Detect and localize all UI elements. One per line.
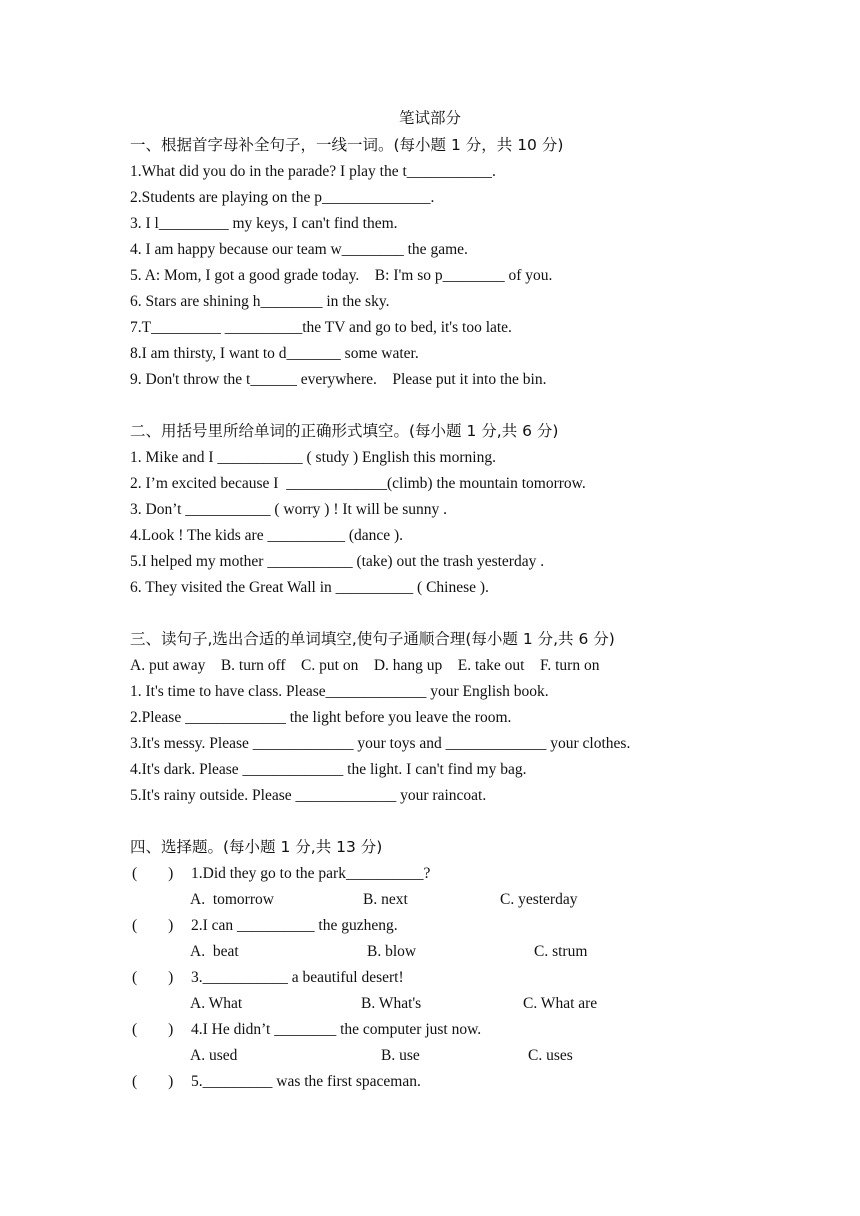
section2-item-1: 1. Mike and I ___________ ( study ) English this morning. [130,449,496,466]
question-stem: 5._________ was the first spaceman. [191,1073,421,1090]
section2-heading: 二、用括号里所给单词的正确形式填空。(每小题 1 分,共 6 分) [130,422,559,440]
option-b: B. blow [367,943,417,960]
section1-item-6: 6. Stars are shining h________ in the sky. [130,293,390,310]
section2-item-4: 4.Look ! The kids are __________ (dance ). [130,527,404,544]
question-stem: 3.___________ a beautiful desert! [191,969,404,986]
option-a: A. tomorrow [190,891,274,908]
question-stem: 2.I can __________ the guzheng. [191,917,398,934]
section1-item-8: 8.I am thirsty, I want to d_______ some water. [130,345,419,362]
option-c: C. What are [523,995,598,1012]
section1-item-9: 9. Don't throw the t______ everywhere. Please put it into the bin. [130,371,547,388]
answer-bracket[interactable]: ( ) [132,1021,174,1038]
section2-item-2: 2. I’m excited because I _____________(climb) the mountain tomorrow. [130,475,586,492]
section2-item-3: 3. Don’t ___________ ( worry ) ! It will be sunny . [130,501,448,518]
option-b: B. What's [361,995,422,1012]
option-a: A. What [190,995,243,1012]
option-c: C. uses [528,1047,573,1064]
question-stem: 4.I He didn’t ________ the computer just now. [191,1021,482,1038]
section4-heading: 四、选择题。(每小题 1 分,共 13 分) [130,838,383,856]
section3-item-3: 3.It's messy. Please _____________ your toys and _____________ your clothes. [130,735,631,752]
answer-bracket[interactable]: ( ) [132,969,174,986]
answer-bracket[interactable]: ( ) [132,1073,174,1090]
section3-item-5: 5.It's rainy outside. Please _____________ your raincoat. [130,787,487,804]
section3-options: A. put away B. turn off C. put on D. hang up E. take out F. turn on [130,657,600,674]
answer-bracket[interactable]: ( ) [132,917,174,934]
option-a: A. used [190,1047,238,1064]
section1-item-5: 5. A: Mom, I got a good grade today. B: I'm so p________ of you. [130,267,553,284]
answer-bracket[interactable]: ( ) [132,865,174,882]
section1-item-2: 2.Students are playing on the p______________. [130,189,435,206]
option-c: C. yesterday [500,891,578,908]
section1-item-7: 7.T_________ __________the TV and go to bed, it's too late. [130,319,512,336]
section1-item-4: 4. I am happy because our team w________ the game. [130,241,468,258]
section3-item-2: 2.Please _____________ the light before you leave the room. [130,709,512,726]
section1-item-3: 3. I l_________ my keys, I can't find them. [130,215,398,232]
option-a: A. beat [190,943,239,960]
section2-item-6: 6. They visited the Great Wall in __________ ( Chinese ). [130,579,489,596]
option-b: B. next [363,891,408,908]
section1-item-1: 1.What did you do in the parade? I play the t___________. [130,163,496,180]
question-stem: 1.Did they go to the park__________? [191,865,431,882]
section2-item-5: 5.I helped my mother ___________ (take) out the trash yesterday . [130,553,545,570]
section3-item-1: 1. It's time to have class. Please_____________ your English book. [130,683,549,700]
option-c: C. strum [534,943,588,960]
page-title: 笔试部分 [398,109,461,127]
option-b: B. use [381,1047,420,1064]
section3-item-4: 4.It's dark. Please _____________ the light. I can't find my bag. [130,761,527,778]
section3-heading: 三、读句子,选出合适的单词填空,使句子通顺合理(每小题 1 分,共 6 分) [130,630,615,648]
section1-heading: 一、根据首字母补全句子，一线一词。(每小题 1 分，共 10 分) [130,136,564,154]
